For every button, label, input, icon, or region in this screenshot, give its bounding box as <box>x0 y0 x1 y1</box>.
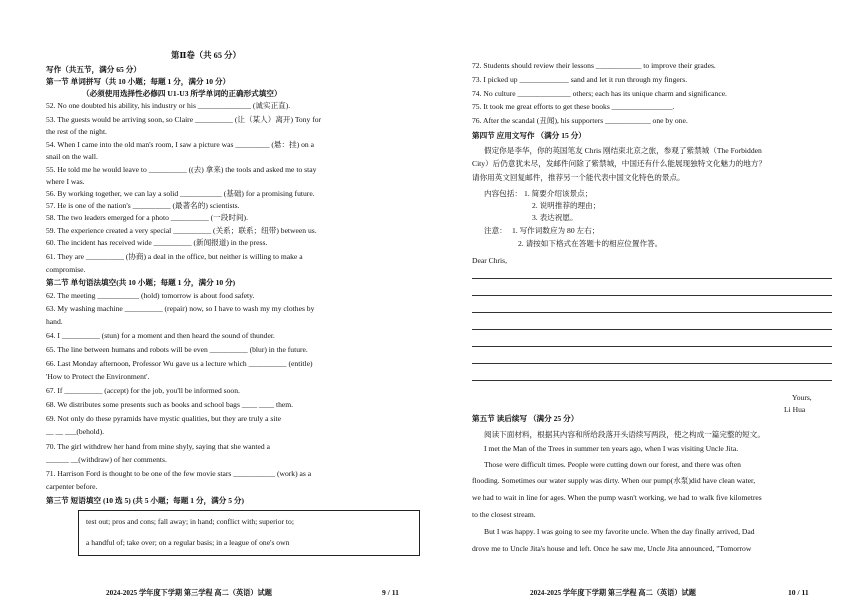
story-line: But I was happy. I was going to see my favorite uncle. When the day finally arrived, Dad <box>484 527 755 536</box>
question-line: 68. We distributes some presents such as books and school bags ____ ____ them. <box>46 400 294 409</box>
page-number: 10 / 11 <box>788 588 809 597</box>
question-line: 53. The guests would be arriving soon, so Claire __________ (让（某人）离开) Tony for <box>46 115 322 124</box>
question-line: 54. When I came into the old man's room, I saw a picture was _________ (悬：挂) on a <box>46 140 315 149</box>
page-number: 9 / 11 <box>382 588 399 597</box>
story-line: drove me to Uncle Jita's house and left. Once he saw me, Uncle Jita announced, "Tomorrow <box>472 544 752 553</box>
question-line: carpenter before. <box>46 482 98 491</box>
writing-line <box>472 380 832 381</box>
question-line: 60. The incident has received wide __________ (新闻报道) in the press. <box>46 238 268 247</box>
question-line: 64. I __________ (stun) for a moment and then heard the sound of thunder. <box>46 331 275 340</box>
letter-signature: Li Hua <box>784 405 806 414</box>
question-line: 70. The girl withdrew her hand from mine shyly, saying that she wanted a <box>46 442 270 451</box>
writing-line <box>472 346 832 347</box>
question-line: 56. By working together, we can lay a solid ___________ (基础) for a promising future. <box>46 189 315 198</box>
question-line: where I was. <box>46 177 85 186</box>
question-line: 76. After the scandal (丑闻), his supporters ____________ one by one. <box>472 116 688 125</box>
writing-header: 写作（共五节，满分 65 分） <box>46 65 141 74</box>
section5-intro: 阅读下面材料，根据其内容和所给段落开头语续写两段，使之构成一篇完整的短文。 <box>484 430 765 439</box>
writing-line <box>472 278 832 279</box>
question-line: compromise. <box>46 265 86 274</box>
notes-item: 1. 写作词数应为 80 左右； <box>512 226 600 235</box>
phrase-bank-line: test out; pros and cons; fall away; in hand; conflict with; superior to; <box>86 517 294 526</box>
page-footer: 2024-2025 学年度下学期 第三学程 高二（英语）试题 <box>106 589 272 597</box>
content-item: 3. 表达祝愿。 <box>532 213 578 222</box>
question-line: 59. The experience created a very special __________ (关系；联系；纽带) between us. <box>46 226 317 235</box>
section3-heading: 第三节 短语填空 (10 选 5) (共 5 小题；每题 1 分，满分 5 分) <box>46 496 245 505</box>
notes-item: 2. 请按如下格式在答题卡的相应位置作答。 <box>518 239 663 248</box>
content-item: 2. 说明推荐的理由； <box>532 201 601 210</box>
page-footer: 2024-2025 学年度下学期 第三学程 高二（英语）试题 <box>530 589 696 597</box>
question-line: 74. No culture ______________ others; each has its unique charm and significance. <box>472 89 727 98</box>
question-line: ______ __(withdraw) of her comments. <box>46 455 167 464</box>
question-line: 58. The two leaders emerged for a photo __________ (一段时间). <box>46 213 248 222</box>
content-item: 1. 简要介绍该景点； <box>524 189 593 198</box>
story-line: to the closest stream. <box>472 510 536 519</box>
question-line: 69. Not only do these pyramids have mystic qualities, but they are truly a site <box>46 414 281 423</box>
writing-line <box>472 312 832 313</box>
story-line: Those were difficult times. People were cutting down our forest, and there was often <box>484 460 741 469</box>
notes-label: 注意： <box>484 226 507 235</box>
question-line: the rest of the night. <box>46 127 107 136</box>
question-line: snail on the wall. <box>46 152 98 161</box>
phrase-bank-line: a handful of; take over; on a regular basis; in a league of one's own <box>86 538 290 547</box>
question-line: 71. Harrison Ford is thought to be one of the few movie stars ___________ (work) as a <box>46 469 312 478</box>
question-line: 63. My washing machine __________ (repair) now, so I have to wash my my clothes by <box>46 304 315 313</box>
paper-part-title: 第Ⅱ卷（共 65 分） <box>171 51 241 60</box>
question-line: 55. He told me he would leave to __________ ((去) 拿来) the tools and asked me to stay <box>46 165 317 174</box>
prompt-line: 请你用英文回复邮件，推荐另一个能代表中国文化特色的景点。 <box>472 173 685 182</box>
story-line: we had to wait in line for ages. When the pump wasn't working, we had to walk five kilometres <box>472 493 762 502</box>
section1-heading: 第一节 单词拼写（共 10 小题；每题 1 分，满分 10 分） <box>46 77 231 86</box>
question-line: 67. If __________ (accept) for the job, you'll be informed soon. <box>46 386 240 395</box>
story-line: I met the Man of the Trees in summer ten years ago, when I was visiting Uncle Jita. <box>484 444 739 453</box>
question-line: 61. They are __________ (协商) a deal in the office, but neither is willing to make a <box>46 252 303 261</box>
question-line: 52. No one doubted his ability, his industry or his ______________ (诚实正直). <box>46 101 291 110</box>
question-line: __ __ ___(behold). <box>46 427 104 436</box>
question-line: 73. I picked up _____________ sand and let it run through my fingers. <box>472 75 688 84</box>
writing-line <box>472 363 832 364</box>
question-line: 62. The meeting ___________ (hold) tomorrow is about food safety. <box>46 291 255 300</box>
content-label: 内容包括： <box>484 189 522 198</box>
question-line: 72. Students should review their lessons ____________ to improve their grades. <box>472 61 716 70</box>
section4-heading: 第四节 应用文写作 （满分 15 分） <box>472 131 586 140</box>
question-line: 65. The line between humans and robots will be even __________ (blur) in the future. <box>46 345 308 354</box>
question-line: 75. It took me great efforts to get these books ________________. <box>472 102 675 111</box>
question-line: 57. He is one of the nation's __________ (最著名的) scientists. <box>46 201 240 210</box>
question-line: 66. Last Monday afternoon, Professor Wu gave us a lecture which __________ (entitle) <box>46 359 313 368</box>
section5-heading: 第五节 读后续写 （满分 25 分） <box>472 414 579 423</box>
letter-closing: Yours, <box>792 393 812 402</box>
writing-line <box>472 295 832 296</box>
section2-heading: 第二节 单句语法填空(共 10 小题；每题 1 分，满分 10 分) <box>46 278 236 287</box>
writing-line <box>472 329 832 330</box>
question-line: hand. <box>46 317 63 326</box>
question-line: 'How to Protect the Environment'. <box>46 372 150 381</box>
section1-note: （必须使用选择性必修四 U1-U3 所学单词的正确形式填空） <box>82 89 282 98</box>
prompt-line: City）后仍意犹未尽，发邮件问除了紫禁城，中国还有什么能展现独特文化魅力的地方？ <box>472 159 767 168</box>
letter-greeting: Dear Chris, <box>472 256 508 265</box>
story-line: flooding. Sometimes our water supply was dirty. When our pump(水泵)did have clean water, <box>472 476 756 485</box>
prompt-line: 假定你是李华，你的英国笔友 Chris 刚结束北京之旅，参观了紫禁城（The Forbidden <box>484 146 762 155</box>
